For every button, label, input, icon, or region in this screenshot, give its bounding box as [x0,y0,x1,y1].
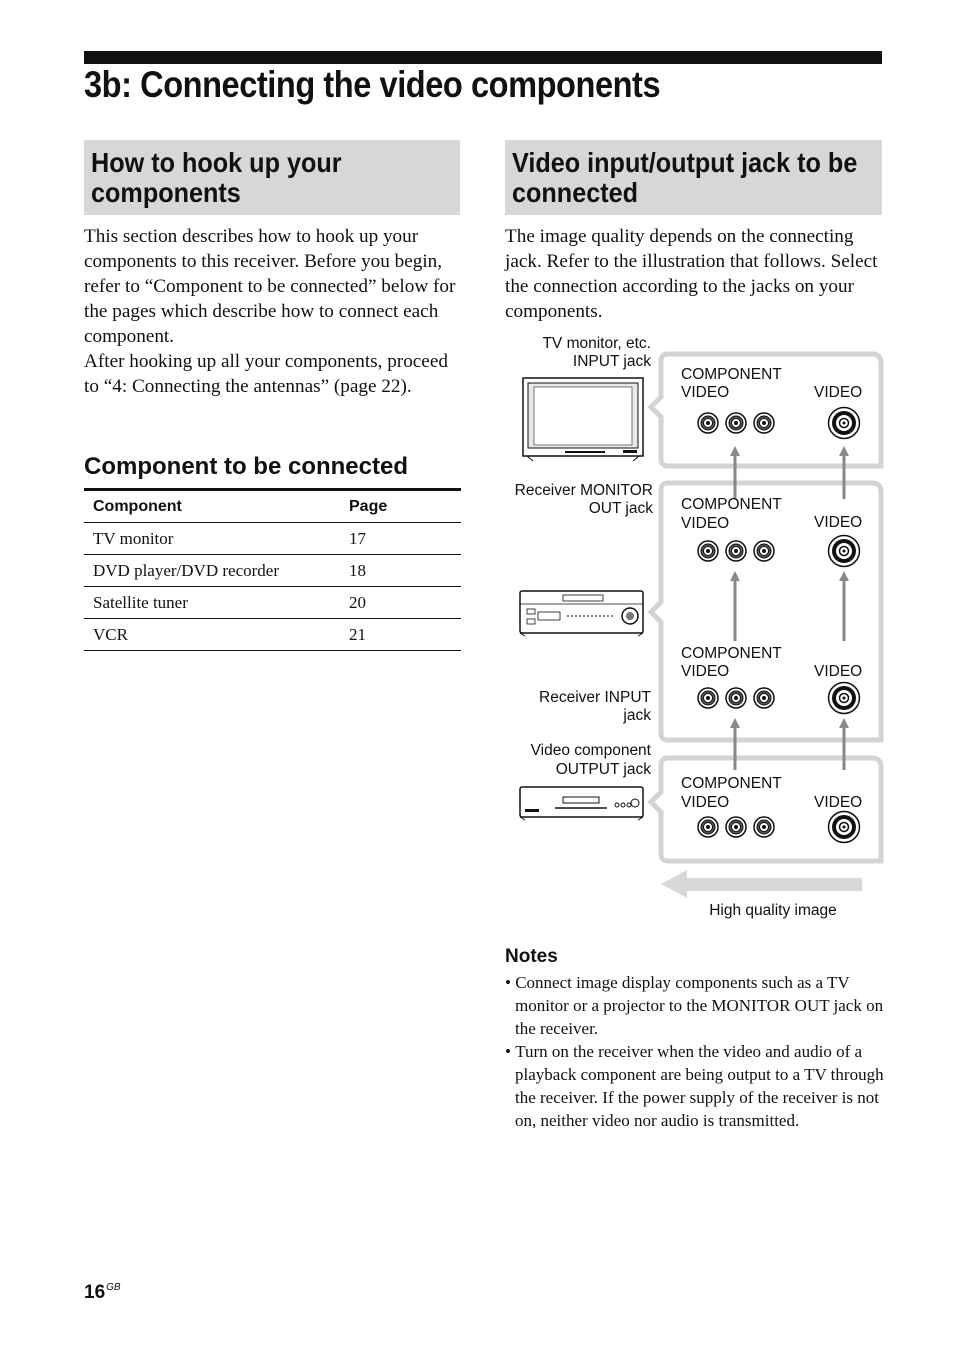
receiver-input-label-line1: Receiver INPUT [539,689,651,706]
component-cell: VCR [84,619,340,651]
component-jack-icon [726,688,746,708]
component-video-label: COMPONENT [681,496,782,513]
page-number: $16^{GB}$ [84,1282,121,1303]
video-jack-icon [829,536,860,567]
page-cell: 18 [340,555,461,587]
connection-diagram [505,325,895,935]
component-jack-icon [698,413,718,433]
table-row [84,523,461,555]
component-cell: Satellite tuner [84,587,340,619]
component-video-label: VIDEO [681,515,730,532]
section-heading-hook-up: How to hook up your components [84,140,460,215]
page-cell: 21 [340,619,461,651]
table-row [84,619,461,651]
component-video-label: VIDEO [681,663,730,680]
component-jack-icon [726,413,746,433]
list-item: • Connect image display components such as a TV monitor or a projector to the MONITOR OUT jack on the receiver. [505,971,885,1040]
component-video-label: COMPONENT [681,645,782,662]
component-video-label: VIDEO [681,794,730,811]
tv-label-line1: TV monitor, etc. [542,335,651,352]
component-table [84,488,461,651]
video-label: VIDEO [814,384,863,401]
component-jack-icon [754,413,774,433]
component-jack-icon [754,541,774,561]
component-jack-icon [726,541,746,561]
next-step-paragraph: After hooking up all your components, proceed to “4: Connecting the antennas” (page 22). [84,351,448,397]
table-header-row [84,490,461,523]
image-quality-paragraph: The image quality depends on the connecting jack. Refer to the illustration that follows. Select the connection according to the jacks on your components. [505,226,878,322]
table-row [84,555,461,587]
component-video-label: VIDEO [681,384,730,401]
monitor-out-label-line2: OUT jack [588,500,653,517]
quality-label: High quality image [709,902,837,919]
region-code: GB [106,1282,121,1293]
quality-arrow [661,870,862,898]
section-heading-jack: Video input/output jack to be connected [505,140,882,215]
tv-label-line2: INPUT jack [572,353,651,370]
video-jack-icon [829,683,860,714]
video-jack-icon [829,812,860,843]
component-output-label-line1: Video component [530,742,651,759]
av-receiver-icon [520,591,643,636]
receiver-input-label-line2: jack [623,707,651,724]
intro-paragraph: This section describes how to hook up your components to this receiver. Before you begin, refer to “Component to be connected” below for the pages which describe how to connect each component. [84,226,456,347]
component-jack-icon [698,688,718,708]
monitor-out-label-line1: Receiver MONITOR [514,482,653,499]
dvd-player-icon [520,787,643,820]
video-label: VIDEO [814,663,863,680]
component-jack-icon [754,817,774,837]
column-header-component: Component [84,490,340,523]
title-rule [84,51,882,64]
component-video-label: COMPONENT [681,366,782,383]
table-row [84,587,461,619]
notes-list [505,971,885,1132]
component-video-label: COMPONENT [681,775,782,792]
component-cell: TV monitor [84,523,340,555]
tv-monitor-icon [523,378,643,461]
signal-arrows [730,446,849,770]
component-output-label-line2: OUTPUT jack [555,761,651,778]
video-jack-icon [829,408,860,439]
video-label: VIDEO [814,794,863,811]
page-cell: 20 [340,587,461,619]
component-jack-icon [726,817,746,837]
notes-heading: Notes [505,946,558,967]
list-item: • Turn on the receiver when the video and audio of a playback component are being output to a TV through the receiver. If the power supply of the receiver is not on, neither video nor audio is transmitted. [505,1040,885,1132]
column-header-page: Page [340,490,461,523]
component-jack-icon [754,688,774,708]
component-jack-icon [698,541,718,561]
component-jack-icon [698,817,718,837]
page-title: 3b: Connecting the video components [84,64,661,105]
component-cell: DVD player/DVD recorder [84,555,340,587]
component-table-heading: Component to be connected [84,453,408,480]
video-label: VIDEO [814,514,863,531]
page-cell: 17 [340,523,461,555]
